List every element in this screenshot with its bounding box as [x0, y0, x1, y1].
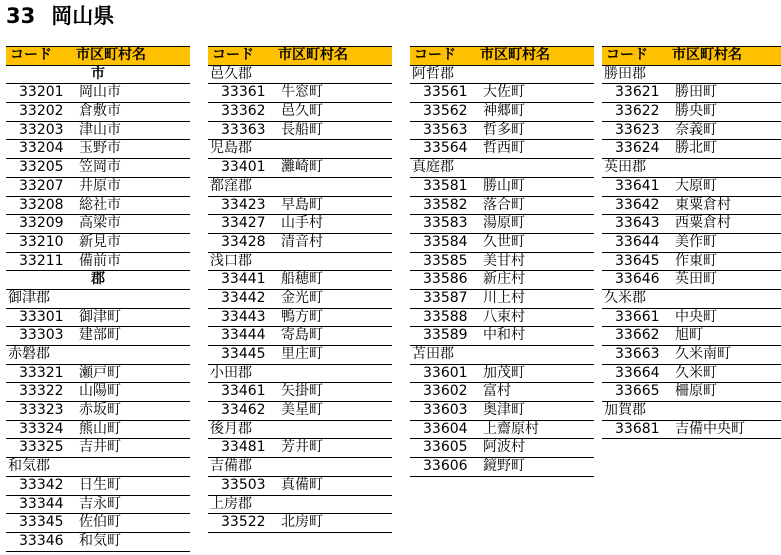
municipality-name: 湯原町 — [483, 215, 525, 232]
municipality-name: 久世町 — [483, 233, 525, 250]
municipality-name: 新庄村 — [483, 271, 525, 288]
table-row — [208, 402, 392, 421]
municipality-name: 勝田町 — [675, 84, 717, 101]
municipality-name: 清音村 — [281, 233, 323, 250]
municipality-code: 33324 — [19, 420, 64, 437]
table-row — [602, 197, 781, 216]
municipality-name: 邑久町 — [281, 103, 323, 120]
municipality-name: 落合町 — [483, 196, 525, 213]
municipality-name: 神郷町 — [483, 103, 525, 120]
table-row — [602, 309, 781, 328]
municipality-code: 33663 — [615, 346, 660, 362]
municipality-name: 柵原町 — [675, 383, 717, 400]
municipality-code: 33583 — [423, 215, 468, 232]
municipality-code: 33604 — [423, 420, 468, 437]
table-column-1 — [6, 46, 190, 552]
table-row — [6, 84, 190, 103]
municipality-name: 和気町 — [79, 532, 121, 549]
municipality-code: 33585 — [423, 252, 468, 269]
municipality-code: 33624 — [615, 140, 660, 157]
municipality-code: 33641 — [615, 177, 660, 194]
category-row: 市 — [6, 66, 190, 85]
district-row: 児島郡 — [208, 140, 392, 159]
table-row — [410, 421, 594, 440]
page-title — [6, 2, 114, 30]
municipality-code: 33462 — [221, 402, 266, 419]
category-row: 郡 — [6, 271, 190, 290]
municipality-name: 玉野市 — [79, 140, 121, 157]
municipality-code: 33209 — [19, 215, 64, 232]
district-row: 邑久郡 — [208, 66, 392, 85]
municipality-code: 33204 — [19, 140, 64, 157]
municipality-code: 33208 — [19, 196, 64, 213]
municipality-code: 33444 — [221, 327, 266, 344]
municipality-name: 吉永町 — [79, 495, 121, 512]
municipality-name: 英田町 — [675, 271, 717, 288]
table-row — [602, 271, 781, 290]
table-row — [208, 84, 392, 103]
municipality-name: 灘崎町 — [281, 159, 323, 176]
district-row: 赤磐郡 — [6, 346, 190, 365]
table-row — [410, 439, 594, 458]
district-row: 和気郡 — [6, 458, 190, 477]
table-row — [6, 365, 190, 384]
table-row — [410, 458, 594, 477]
table-row — [410, 383, 594, 402]
municipality-name: 早島町 — [281, 196, 323, 213]
municipality-code: 33423 — [221, 196, 266, 213]
table-row — [6, 327, 190, 346]
municipality-code: 33428 — [221, 233, 266, 250]
municipality-code: 33646 — [615, 271, 660, 288]
table-row — [208, 439, 392, 458]
table-column-3 — [410, 46, 594, 477]
municipality-code: 33203 — [19, 121, 64, 138]
district-row: 御津郡 — [6, 290, 190, 309]
municipality-name: 佐伯町 — [79, 514, 121, 531]
table-row — [410, 197, 594, 216]
municipality-code: 33662 — [615, 327, 660, 344]
municipality-code: 33443 — [221, 308, 266, 325]
municipality-name: 赤坂町 — [79, 402, 121, 419]
municipality-name: 瀬戸町 — [79, 364, 121, 381]
municipality-code: 33587 — [423, 289, 468, 306]
municipality-name: 吉備中央町 — [675, 420, 745, 437]
municipality-name: 里庄町 — [281, 346, 323, 362]
table-row — [410, 253, 594, 272]
municipality-name: 中和村 — [483, 327, 525, 344]
municipality-code: 33603 — [423, 402, 468, 419]
municipality-name: 倉敷市 — [79, 103, 121, 120]
municipality-code: 33584 — [423, 233, 468, 250]
table-row — [6, 159, 190, 178]
municipality-code: 33202 — [19, 103, 64, 120]
municipality-name: 阿波村 — [483, 439, 525, 456]
table-row — [208, 309, 392, 328]
municipality-code: 33401 — [221, 159, 266, 176]
table-row — [208, 383, 392, 402]
table-row — [208, 197, 392, 216]
municipality-name: 作東町 — [675, 252, 717, 269]
municipality-name: 八束村 — [483, 308, 525, 325]
municipality-name: 奈義町 — [675, 121, 717, 138]
table-row — [410, 365, 594, 384]
header-code-label: コード — [606, 47, 648, 63]
table-row — [410, 271, 594, 290]
municipality-name: 哲多町 — [483, 121, 525, 138]
municipality-code: 33503 — [221, 476, 266, 493]
municipality-code: 33623 — [615, 121, 660, 138]
table-row — [6, 383, 190, 402]
district-row: 久米郡 — [602, 290, 781, 309]
municipality-name: 牛窓町 — [281, 84, 323, 101]
municipality-code: 33643 — [615, 215, 660, 232]
municipality-code: 33581 — [423, 177, 468, 194]
municipality-code: 33342 — [19, 476, 64, 493]
table-row — [6, 253, 190, 272]
municipality-code: 33681 — [615, 420, 660, 437]
municipality-code: 33589 — [423, 327, 468, 344]
table-row — [208, 215, 392, 234]
municipality-code: 33325 — [19, 439, 64, 456]
table-row — [6, 215, 190, 234]
municipality-code: 33481 — [221, 439, 266, 456]
prefecture-name: 岡山県 — [51, 4, 115, 28]
table-row — [6, 234, 190, 253]
municipality-code: 33442 — [221, 289, 266, 306]
district-row: 上房郡 — [208, 496, 392, 515]
table-row — [602, 103, 781, 122]
table-row — [6, 140, 190, 159]
municipality-name: 高梁市 — [79, 215, 121, 232]
header-code-label: コード — [414, 47, 456, 63]
municipality-name: 総社市 — [79, 196, 121, 213]
municipality-code: 33210 — [19, 233, 64, 250]
district-row: 英田郡 — [602, 159, 781, 178]
municipality-code: 33645 — [615, 252, 660, 269]
municipality-name: 勝山町 — [483, 177, 525, 194]
municipality-code: 33361 — [221, 84, 266, 101]
municipality-code: 33622 — [615, 103, 660, 120]
header-name-label: 市区町村名 — [672, 47, 742, 63]
municipality-name: 勝北町 — [675, 140, 717, 157]
municipality-name: 北房町 — [281, 514, 323, 531]
municipality-name: 久米南町 — [675, 346, 731, 362]
municipality-code: 33564 — [423, 140, 468, 157]
municipality-code: 33461 — [221, 383, 266, 400]
municipality-code: 33205 — [19, 159, 64, 176]
municipality-name: 旭町 — [675, 327, 703, 344]
municipality-code: 33323 — [19, 402, 64, 419]
column-header — [410, 46, 594, 66]
municipality-name: 長船町 — [281, 121, 323, 138]
table-row — [410, 215, 594, 234]
municipality-name: 美作町 — [675, 233, 717, 250]
column-header — [208, 46, 392, 66]
table-row — [602, 178, 781, 197]
table-column-2 — [208, 46, 392, 533]
municipality-name: 美甘村 — [483, 252, 525, 269]
table-row — [602, 140, 781, 159]
table-row — [6, 402, 190, 421]
table-row — [208, 290, 392, 309]
municipality-name: 上齋原村 — [483, 420, 539, 437]
municipality-code: 33586 — [423, 271, 468, 288]
municipality-name: 奥津町 — [483, 402, 525, 419]
prefecture-code: 33 — [6, 4, 36, 28]
municipality-name: 熊山町 — [79, 420, 121, 437]
municipality-name: 船穂町 — [281, 271, 323, 288]
municipality-code: 33621 — [615, 84, 660, 101]
municipality-code: 33211 — [19, 252, 64, 269]
header-name-label: 市区町村名 — [480, 47, 550, 63]
table-row — [410, 103, 594, 122]
table-row — [6, 103, 190, 122]
municipality-name: 日生町 — [79, 476, 121, 493]
district-row: 都窪郡 — [208, 178, 392, 197]
table-row — [6, 514, 190, 533]
table-row — [410, 140, 594, 159]
municipality-code: 33644 — [615, 233, 660, 250]
district-row: 真庭郡 — [410, 159, 594, 178]
table-row — [6, 122, 190, 141]
header-name-label: 市区町村名 — [278, 47, 348, 63]
municipality-name: 鴨方町 — [281, 308, 323, 325]
municipality-code: 33601 — [423, 364, 468, 381]
table-row — [410, 122, 594, 141]
municipality-code: 33427 — [221, 215, 266, 232]
column-header — [6, 46, 190, 66]
table-row — [410, 327, 594, 346]
municipality-code: 33606 — [423, 458, 468, 475]
district-row: 阿哲郡 — [410, 66, 594, 85]
table-row — [410, 178, 594, 197]
municipality-name: 加茂町 — [483, 364, 525, 381]
municipality-name: 岡山市 — [79, 84, 121, 101]
table-row — [208, 122, 392, 141]
table-row — [208, 514, 392, 533]
municipality-name: 津山市 — [79, 121, 121, 138]
municipality-code: 33322 — [19, 383, 64, 400]
municipality-code: 33664 — [615, 364, 660, 381]
municipality-code: 33207 — [19, 177, 64, 194]
municipality-name: 吉井町 — [79, 439, 121, 456]
district-row: 小田郡 — [208, 365, 392, 384]
district-row: 加賀郡 — [602, 402, 781, 421]
municipality-code: 33344 — [19, 495, 64, 512]
municipality-code: 33605 — [423, 439, 468, 456]
municipality-name: 金光町 — [281, 289, 323, 306]
municipality-code: 33346 — [19, 532, 64, 549]
municipality-name: 山陽町 — [79, 383, 121, 400]
municipality-name: 勝央町 — [675, 103, 717, 120]
municipality-code: 33665 — [615, 383, 660, 400]
municipality-code: 33201 — [19, 84, 64, 101]
municipality-name: 大原町 — [675, 177, 717, 194]
district-row: 勝田郡 — [602, 66, 781, 85]
municipality-name: 井原市 — [79, 177, 121, 194]
municipality-code: 33522 — [221, 514, 266, 531]
municipality-code: 33362 — [221, 103, 266, 120]
table-row — [602, 253, 781, 272]
table-row — [6, 309, 190, 328]
municipality-name: 新見市 — [79, 233, 121, 250]
district-row: 浅口郡 — [208, 253, 392, 272]
municipality-code: 33441 — [221, 271, 266, 288]
municipality-name: 笠岡市 — [79, 159, 121, 176]
municipality-name: 川上村 — [483, 289, 525, 306]
municipality-code: 33588 — [423, 308, 468, 325]
table-row — [602, 215, 781, 234]
district-row: 吉備郡 — [208, 458, 392, 477]
table-row — [6, 496, 190, 515]
header-code-label: コード — [10, 47, 52, 63]
municipality-name: 真備町 — [281, 476, 323, 493]
table-row — [6, 477, 190, 496]
municipality-name: 鏡野町 — [483, 458, 525, 475]
table-row — [602, 234, 781, 253]
table-row — [208, 234, 392, 253]
municipality-code: 33321 — [19, 364, 64, 381]
table-row — [208, 103, 392, 122]
municipality-code: 33303 — [19, 327, 64, 344]
table-row — [208, 271, 392, 290]
municipality-name: 矢掛町 — [281, 383, 323, 400]
municipality-name: 富村 — [483, 383, 511, 400]
table-row — [410, 309, 594, 328]
municipality-code: 33301 — [19, 308, 64, 325]
table-row — [410, 402, 594, 421]
municipality-name: 建部町 — [79, 327, 121, 344]
table-row — [6, 533, 190, 552]
table-row — [410, 84, 594, 103]
table-row — [208, 327, 392, 346]
municipality-name: 寄島町 — [281, 327, 323, 344]
table-row — [208, 346, 392, 365]
table-row — [410, 234, 594, 253]
table-row — [602, 122, 781, 141]
municipality-name: 美星町 — [281, 402, 323, 419]
header-code-label: コード — [212, 47, 254, 63]
municipality-name: 西粟倉村 — [675, 215, 731, 232]
table-row — [602, 421, 781, 440]
municipality-code: 33661 — [615, 308, 660, 325]
municipality-code: 33563 — [423, 121, 468, 138]
municipality-code: 33345 — [19, 514, 64, 531]
table-row — [602, 383, 781, 402]
municipality-name: 久米町 — [675, 364, 717, 381]
municipality-name: 哲西町 — [483, 140, 525, 157]
municipality-code: 33642 — [615, 196, 660, 213]
municipality-name: 備前市 — [79, 252, 121, 269]
municipality-name: 中央町 — [675, 308, 717, 325]
table-row — [6, 439, 190, 458]
municipality-code: 33445 — [221, 346, 266, 362]
table-row — [6, 197, 190, 216]
table-row — [602, 84, 781, 103]
table-column-4 — [602, 46, 781, 439]
table-row — [602, 327, 781, 346]
column-header — [602, 46, 781, 66]
municipality-name: 御津町 — [79, 308, 121, 325]
district-row: 後月郡 — [208, 421, 392, 440]
table-row — [208, 477, 392, 496]
municipality-code: 33562 — [423, 103, 468, 120]
municipality-code: 33561 — [423, 84, 468, 101]
municipality-name: 大佐町 — [483, 84, 525, 101]
table-row — [602, 365, 781, 384]
district-row: 苫田郡 — [410, 346, 594, 365]
municipality-code: 33363 — [221, 121, 266, 138]
table-row — [602, 346, 781, 365]
table-row — [410, 290, 594, 309]
header-name-label: 市区町村名 — [76, 47, 146, 63]
table-row — [6, 421, 190, 440]
municipality-code: 33582 — [423, 196, 468, 213]
municipality-code: 33602 — [423, 383, 468, 400]
table-row — [208, 159, 392, 178]
table-row — [6, 178, 190, 197]
municipality-name: 芳井町 — [281, 439, 323, 456]
municipality-name: 山手村 — [281, 215, 323, 232]
municipality-name: 東粟倉村 — [675, 196, 731, 213]
